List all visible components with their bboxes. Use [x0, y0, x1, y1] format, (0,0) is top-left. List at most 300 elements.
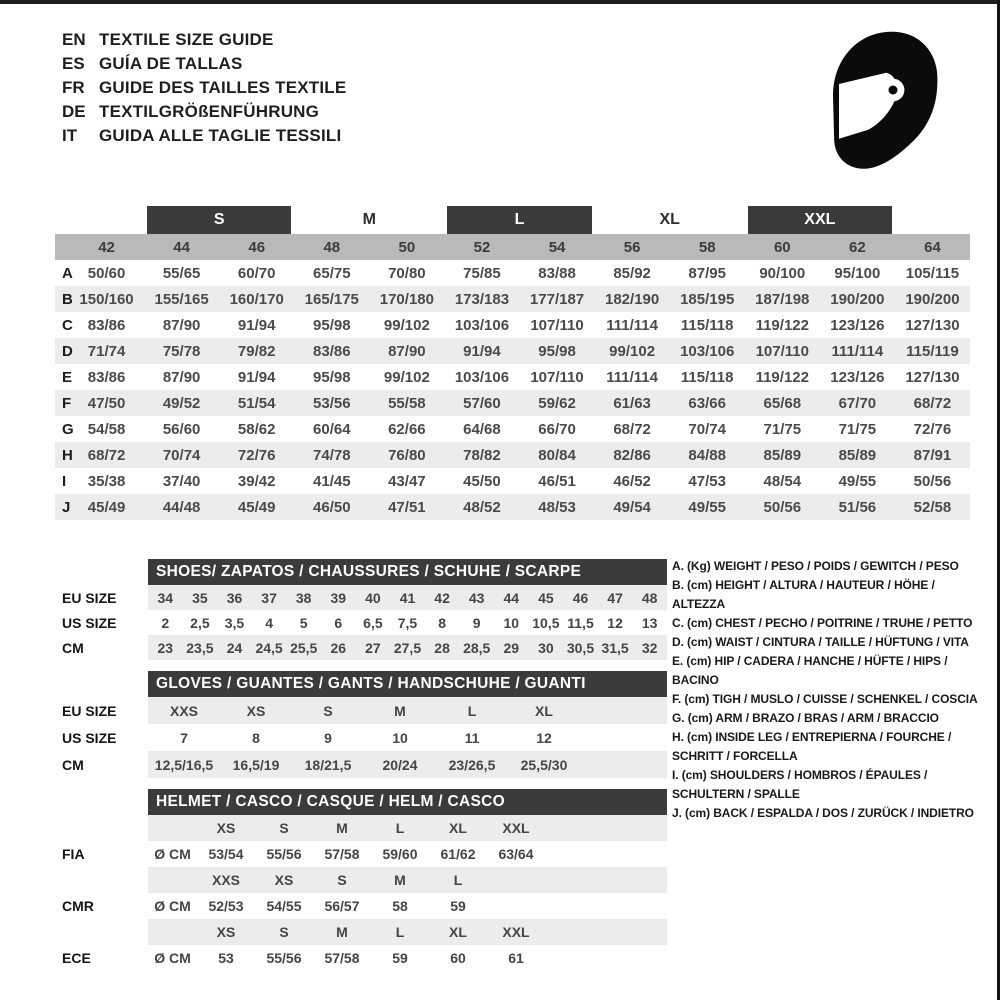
size-value: 5 — [299, 614, 308, 631]
size-value: 84/88 — [688, 446, 726, 464]
size-value: 49/55 — [838, 472, 877, 490]
legend-item: B. (cm) HEIGHT / ALTURA / HAUTEUR / HÖHE / ALTEZZA — [672, 578, 935, 611]
size-value: 35 — [183, 585, 218, 610]
size-value: 43 — [459, 585, 494, 610]
size-value: 26 — [321, 635, 356, 660]
size-value: 160/170 — [229, 290, 284, 308]
size-value: 44 — [494, 585, 529, 610]
size-value: 82/86 — [613, 446, 651, 464]
size-value: 99/102 — [383, 316, 430, 334]
size-value: 28,5 — [459, 635, 494, 660]
size-value: 49/55 — [688, 498, 726, 516]
legend-item: I. (cm) SHOULDERS / HOMBROS / ÉPAULES / SCHULTERN / SPALLE — [672, 768, 928, 801]
size-band-m: M — [362, 210, 376, 228]
size-value: 72/76 — [237, 446, 276, 464]
size-value: 42 — [425, 585, 460, 610]
size-value: 12,5/16,5 — [148, 751, 220, 778]
size-value: 66/70 — [538, 420, 576, 438]
size-value: XXS — [148, 697, 220, 724]
size-value: 50/56 — [913, 472, 952, 490]
size-value: 47 — [598, 585, 633, 610]
guide-title-it: GUIDA ALLE TAGLIE TESSILI — [99, 126, 342, 145]
size-value: 23 — [148, 635, 183, 660]
size-value: 2 — [161, 614, 170, 631]
legend-item: E. (cm) HIP / CADERA / HANCHE / HÜFTE / HIPS / BACINO — [672, 654, 948, 687]
size-value: 37 — [252, 585, 287, 610]
helmet-size-row — [55, 867, 667, 893]
row-label — [55, 919, 148, 945]
table-row — [55, 724, 667, 751]
size-value: 83/88 — [538, 264, 576, 282]
column-header: 50 — [398, 238, 416, 256]
size-value: 87/91 — [913, 446, 952, 464]
textile-size-table — [55, 205, 970, 520]
table-row — [55, 260, 970, 286]
size-value: 123/126 — [830, 368, 885, 386]
size-value: 48 — [632, 585, 667, 610]
filler-cell — [545, 815, 667, 841]
size-value: 182/190 — [605, 290, 660, 308]
helmet-value-row — [55, 893, 667, 919]
size-value: 190/200 — [830, 290, 885, 308]
size-value: 74/78 — [313, 446, 351, 464]
size-value: 99/102 — [609, 342, 656, 360]
measurement-rows — [55, 260, 970, 520]
size-value: 13 — [641, 614, 658, 631]
column-header: 48 — [323, 238, 341, 256]
column-header: 62 — [849, 238, 866, 256]
size-value: 49/52 — [162, 394, 201, 412]
helmet-size-row — [55, 815, 667, 841]
size-value: 55/56 — [266, 846, 302, 862]
size-value: S — [292, 697, 364, 724]
size-value: 107/110 — [530, 316, 584, 334]
size-label: S — [313, 867, 371, 893]
size-label: L — [371, 919, 429, 945]
size-value: 80/84 — [538, 446, 576, 464]
size-value: 56/60 — [162, 420, 201, 438]
size-value: 7 — [180, 729, 188, 746]
row-label: I — [62, 472, 67, 490]
table-row — [55, 635, 667, 660]
size-value: 47/53 — [688, 472, 726, 490]
table-row — [55, 442, 970, 468]
size-number-bar — [55, 234, 970, 260]
size-value: L — [436, 697, 508, 724]
size-value: 165/175 — [304, 290, 359, 308]
table-row — [55, 751, 667, 778]
size-value: 30,5 — [563, 635, 598, 660]
size-value: 28 — [425, 635, 460, 660]
row-label: US SIZE — [55, 724, 148, 751]
size-value: 68/72 — [87, 446, 126, 464]
band-spacer — [895, 205, 970, 234]
size-value: 48/52 — [463, 498, 501, 516]
filler-cell — [545, 945, 667, 971]
size-value: 76/80 — [388, 446, 426, 464]
size-value: 4 — [265, 614, 273, 631]
size-value: 30 — [529, 635, 564, 660]
size-label: M — [371, 867, 429, 893]
size-value: 25,5 — [286, 635, 321, 660]
unit-cell: Ø CM — [154, 950, 191, 966]
table-row — [55, 416, 970, 442]
size-value: 103/106 — [454, 368, 510, 386]
size-value: 53/56 — [313, 394, 351, 412]
size-value: 95/98 — [313, 316, 351, 334]
size-value: 37/40 — [162, 472, 201, 490]
unit-cell — [148, 815, 197, 841]
size-value: XL — [508, 697, 580, 724]
size-value: 7,5 — [397, 614, 418, 631]
size-value: 63/66 — [688, 394, 726, 412]
size-value: 10 — [392, 729, 408, 746]
size-value: XS — [220, 697, 292, 724]
size-value: 185/195 — [680, 290, 735, 308]
size-value: 61/63 — [613, 394, 651, 412]
size-value: 3,5 — [224, 614, 245, 631]
size-value: 155/165 — [154, 290, 209, 308]
column-header: 44 — [173, 238, 190, 256]
legend-item: C. (cm) CHEST / PECHO / POITRINE / TRUHE / PETTO — [672, 616, 973, 630]
size-label: XXL — [487, 815, 545, 841]
size-value: 48/53 — [538, 498, 576, 516]
certification-label: FIA — [55, 841, 148, 867]
size-value: 6,5 — [363, 614, 383, 631]
size-value: 45/50 — [463, 472, 501, 490]
language-code: FR — [62, 78, 85, 97]
column-header: 42 — [98, 238, 115, 256]
size-label: S — [255, 815, 313, 841]
size-value: 44/48 — [162, 498, 201, 516]
size-value: 2,5 — [190, 614, 210, 631]
size-value: 65/68 — [763, 394, 802, 412]
table-row — [55, 697, 667, 724]
size-value: 90/100 — [759, 264, 806, 282]
helmet-size-table — [55, 789, 667, 971]
size-value: 54/58 — [87, 420, 126, 438]
size-label: XS — [197, 919, 255, 945]
size-value: 63/64 — [498, 846, 534, 862]
size-value: 39/42 — [237, 472, 276, 490]
size-value: 71/74 — [87, 342, 126, 360]
size-value: 39 — [321, 585, 356, 610]
guide-title-fr: GUIDE DES TAILLES TEXTILE — [99, 78, 347, 97]
size-value: 54/55 — [266, 898, 302, 914]
size-value: 24 — [217, 635, 252, 660]
size-value: 52/58 — [913, 498, 952, 516]
size-value: 52/53 — [208, 898, 244, 914]
row-label: B — [62, 290, 73, 308]
language-row — [62, 100, 346, 124]
size-value: 57/58 — [324, 846, 360, 862]
helmet-size-row — [55, 919, 667, 945]
size-value: 111/114 — [606, 368, 658, 386]
size-value: 38 — [286, 585, 321, 610]
legend-item: F. (cm) TIGH / MUSLO / CUISSE / SCHENKEL / COSCIA — [672, 692, 978, 706]
size-value: 95/98 — [538, 342, 576, 360]
size-value: 103/106 — [680, 342, 735, 360]
size-value: 53/54 — [208, 846, 244, 862]
size-value: 58/62 — [237, 420, 276, 438]
filler-cell — [580, 724, 667, 751]
unit-cell — [148, 919, 197, 945]
size-value: 190/200 — [905, 290, 960, 308]
row-label: CM — [55, 635, 148, 660]
language-code: EN — [62, 30, 86, 49]
size-value: 48/54 — [763, 472, 802, 490]
size-value: 85/89 — [763, 446, 802, 464]
size-value: 173/183 — [454, 290, 510, 308]
table-row — [55, 585, 667, 610]
size-value: 11,5 — [567, 614, 594, 631]
row-label: E — [62, 368, 73, 386]
size-value: 115/118 — [680, 368, 734, 386]
size-value: 107/110 — [755, 342, 809, 360]
size-value: 6 — [334, 614, 343, 631]
table-row — [55, 338, 970, 364]
shoes-table-title: SHOES/ ZAPATOS / CHAUSSURES / SCHUHE / SCARPE — [148, 559, 667, 585]
size-label: XS — [255, 867, 313, 893]
legend-item: H. (cm) INSIDE LEG / ENTREPIERNA / FOURCHE / SCHRITT / FORCELLA — [672, 730, 952, 763]
size-value: 55/65 — [162, 264, 201, 282]
size-value: 10 — [503, 614, 520, 631]
size-value: 23/26,5 — [436, 751, 508, 778]
size-value: 51/54 — [237, 394, 276, 412]
filler-cell — [580, 697, 667, 724]
size-value: 115/118 — [680, 316, 734, 334]
row-label: D — [62, 342, 73, 360]
table-row — [55, 494, 970, 520]
guide-title-es: GUÍA DE TALLAS — [99, 54, 243, 73]
size-band-xxl: XXL — [748, 206, 892, 234]
size-value: 55/58 — [388, 394, 426, 412]
language-row — [62, 124, 346, 148]
size-value: 55/56 — [266, 950, 302, 966]
row-label: C — [62, 316, 73, 334]
legend-item: G. (cm) ARM / BRAZO / BRAS / ARM / BRACCIO — [672, 711, 939, 725]
size-value: 27 — [356, 635, 391, 660]
certification-label: CMR — [55, 893, 148, 919]
size-label: L — [371, 815, 429, 841]
size-value: 46/52 — [613, 472, 651, 490]
row-label: A — [62, 264, 73, 282]
size-value: 115/119 — [906, 342, 959, 360]
size-value: 95/100 — [834, 264, 881, 282]
size-value: 91/94 — [237, 368, 276, 386]
size-value: 8 — [252, 729, 260, 746]
size-band-s: S — [147, 206, 291, 234]
size-value: 43/47 — [388, 472, 426, 490]
size-value: 71/75 — [763, 420, 802, 438]
size-value: 87/90 — [162, 368, 201, 386]
language-row — [62, 52, 346, 76]
size-value: 83/86 — [87, 368, 126, 386]
size-value: 50/60 — [87, 264, 126, 282]
unit-cell: Ø CM — [154, 898, 191, 914]
language-row — [62, 76, 346, 100]
column-header: 46 — [248, 238, 266, 256]
size-value: 45/49 — [237, 498, 276, 516]
size-value: 41/45 — [313, 472, 351, 490]
size-value — [487, 893, 545, 919]
size-value: 91/94 — [237, 316, 276, 334]
certification-label: ECE — [55, 945, 148, 971]
size-label — [487, 867, 545, 893]
size-value: 53 — [218, 950, 234, 966]
size-label: M — [313, 815, 371, 841]
table-row — [55, 286, 970, 312]
size-value: M — [364, 697, 436, 724]
size-label: XL — [429, 919, 487, 945]
size-value: 68/72 — [613, 420, 651, 438]
size-value: 20/24 — [364, 751, 436, 778]
size-value: 24,5 — [252, 635, 287, 660]
size-value: 87/95 — [688, 264, 726, 282]
size-value: 119/122 — [755, 316, 809, 334]
size-value: 50/56 — [763, 498, 802, 516]
filler-cell — [580, 751, 667, 778]
row-label: EU SIZE — [55, 697, 148, 724]
size-value: 29 — [494, 635, 529, 660]
table-row — [55, 468, 970, 494]
unit-cell — [148, 867, 197, 893]
size-value: 51/56 — [838, 498, 877, 516]
top-border — [0, 0, 1000, 4]
size-value: 27,5 — [390, 635, 425, 660]
row-label: J — [62, 498, 71, 516]
size-value: 87/90 — [162, 316, 201, 334]
size-value: 57/60 — [463, 394, 501, 412]
legend-item: D. (cm) WAIST / CINTURA / TAILLE / HÜFTUNG / VITA — [672, 635, 969, 649]
size-value: 64/68 — [463, 420, 501, 438]
helmet-value-row — [55, 841, 667, 867]
size-value: 16,5/19 — [220, 751, 292, 778]
size-value: 12 — [536, 729, 552, 746]
shoes-rows — [55, 585, 667, 660]
size-band-row — [55, 205, 970, 234]
size-value: 150/160 — [79, 290, 134, 308]
size-value: 35/38 — [87, 472, 126, 490]
size-value: 62/66 — [388, 420, 426, 438]
language-row — [62, 28, 346, 52]
column-header: 60 — [773, 238, 791, 256]
row-label: F — [62, 394, 72, 412]
size-value: 95/98 — [313, 368, 351, 386]
bar-spacer — [55, 234, 69, 260]
language-title-list — [62, 28, 346, 148]
size-label: XXL — [487, 919, 545, 945]
size-value: 60 — [450, 950, 466, 966]
language-code: ES — [62, 54, 85, 73]
size-value: 170/180 — [379, 290, 434, 308]
size-label: XXS — [197, 867, 255, 893]
size-value: 40 — [356, 585, 391, 610]
size-value: 59/60 — [382, 846, 418, 862]
table-row — [55, 610, 667, 635]
size-value: 65/75 — [313, 264, 351, 282]
filler-cell — [545, 919, 667, 945]
gloves-rows — [55, 697, 667, 778]
size-value: 12 — [607, 614, 623, 631]
size-value: 41 — [390, 585, 425, 610]
size-value: 34 — [148, 585, 183, 610]
size-value: 61 — [508, 950, 524, 966]
size-value: 46/51 — [538, 472, 576, 490]
size-value: 49/54 — [613, 498, 651, 516]
size-value: 72/76 — [913, 420, 952, 438]
size-value: 9 — [324, 729, 332, 746]
size-value: 105/115 — [905, 264, 960, 282]
language-code: IT — [62, 126, 78, 145]
size-value: 59/62 — [538, 394, 576, 412]
size-value: 23,5 — [183, 635, 218, 660]
column-header: 58 — [698, 238, 716, 256]
row-label: EU SIZE — [55, 585, 148, 610]
size-value: 70/74 — [162, 446, 201, 464]
size-value: 60/70 — [237, 264, 276, 282]
size-value: 111/114 — [831, 342, 884, 360]
guide-title-en: TEXTILE SIZE GUIDE — [99, 30, 274, 49]
filler-cell — [545, 867, 667, 893]
size-value: 36 — [217, 585, 252, 610]
column-header: 64 — [924, 238, 941, 256]
unit-cell: Ø CM — [154, 846, 191, 862]
size-value: 18/21,5 — [292, 751, 364, 778]
row-label — [55, 867, 148, 893]
row-label: CM — [55, 751, 148, 778]
legend-item: J. (cm) BACK / ESPALDA / DOS / ZURÜCK / INDIETRO — [672, 806, 974, 820]
row-label: H — [62, 446, 73, 464]
size-value: 68/72 — [913, 394, 952, 412]
size-value: 79/82 — [237, 342, 276, 360]
row-label — [55, 815, 148, 841]
size-value: 9 — [472, 614, 481, 631]
band-spacer — [55, 205, 144, 234]
gloves-table-title: GLOVES / GUANTES / GANTS / HANDSCHUHE / GUANTI — [148, 671, 667, 697]
size-value: 85/89 — [838, 446, 877, 464]
size-label: M — [313, 919, 371, 945]
table-row — [55, 312, 970, 338]
row-label: US SIZE — [55, 610, 148, 635]
size-value: 87/90 — [388, 342, 426, 360]
table-row — [55, 390, 970, 416]
column-header: 56 — [623, 238, 641, 256]
size-value: 11 — [464, 729, 480, 746]
gloves-size-table — [55, 671, 667, 778]
size-value: 70/74 — [688, 420, 726, 438]
size-value: 123/126 — [830, 316, 885, 334]
helmet-table-title: HELMET / CASCO / CASQUE / HELM / CASCO — [148, 789, 667, 815]
size-value: 8 — [438, 614, 446, 631]
size-value: 59 — [392, 950, 408, 966]
measurement-legend — [672, 557, 988, 823]
size-label: S — [255, 919, 313, 945]
size-value: 70/80 — [388, 264, 426, 282]
size-value: 58 — [392, 898, 408, 914]
size-value: 61/62 — [440, 846, 476, 862]
column-header: 52 — [473, 238, 491, 256]
size-label: L — [429, 867, 487, 893]
size-value: 60/64 — [313, 420, 351, 438]
helmet-rows — [55, 815, 667, 971]
size-value: 71/75 — [838, 420, 877, 438]
size-value: 127/130 — [905, 316, 960, 334]
size-value: 83/86 — [313, 342, 351, 360]
size-value: 119/122 — [755, 368, 809, 386]
helmet-value-row — [55, 945, 667, 971]
size-value: 75/78 — [162, 342, 201, 360]
